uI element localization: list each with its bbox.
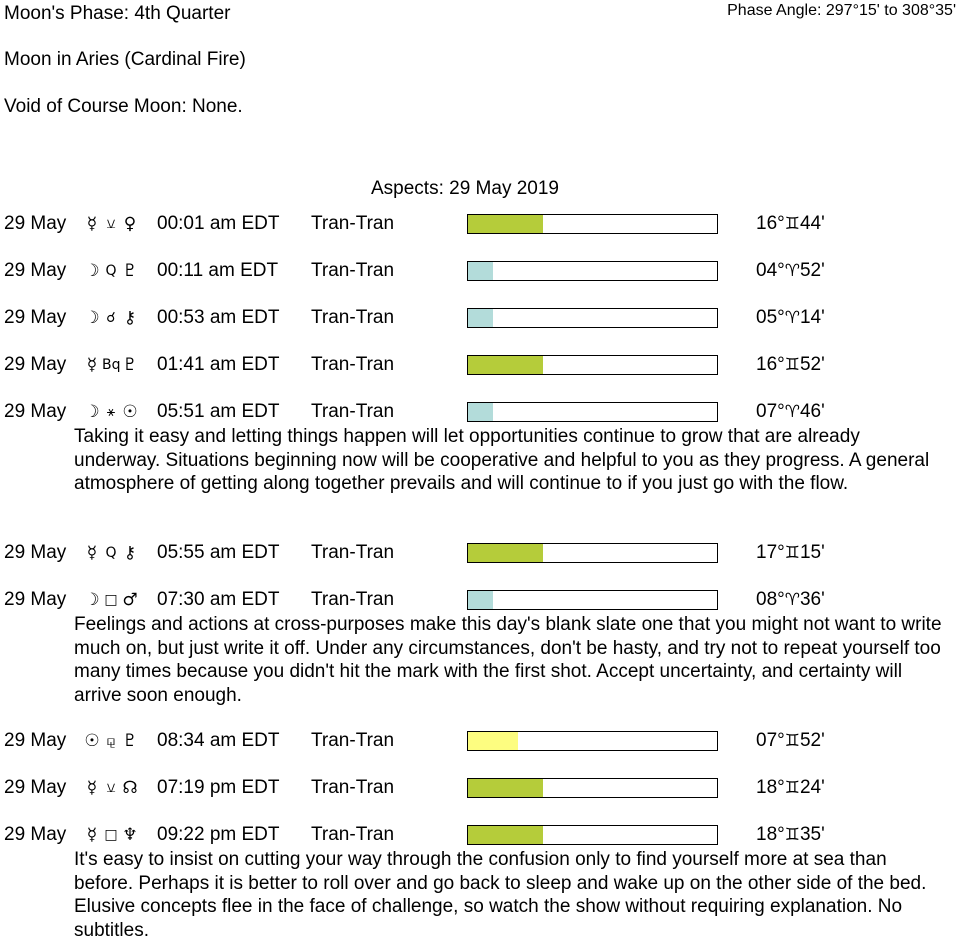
position-minutes: 52' [799, 730, 825, 751]
position-degrees: 07° [756, 730, 785, 751]
planet-1-icon: ☿ [86, 355, 98, 375]
aspect-row [0, 259, 958, 283]
aspect-kind: Tran-Tran [311, 307, 395, 328]
strength-bar [467, 214, 718, 234]
position-degrees: 18° [756, 777, 785, 798]
position-minutes: 46' [799, 401, 825, 422]
aspect-kind: Tran-Tran [311, 401, 395, 422]
aspect-icon: □ [104, 592, 118, 608]
aspect-kind: Tran-Tran [311, 777, 395, 798]
position-degrees: 16° [756, 213, 785, 234]
moon-sign: Moon in Aries (Cardinal Fire) [4, 49, 246, 70]
aspect-time: 07:19 pm EDT [157, 777, 280, 798]
planet-2-icon: ⚷ [123, 543, 137, 563]
position-minutes: 35' [799, 824, 825, 845]
strength-bar-fill [468, 262, 493, 280]
aspect-position [756, 729, 825, 753]
aspect-position [756, 212, 825, 236]
aspect-icon: Q [105, 263, 117, 279]
aspect-icon: ⚹ [106, 404, 116, 420]
aspect-time: 00:53 am EDT [157, 307, 280, 328]
aspect-date: 29 May [4, 777, 67, 798]
aspect-time: 01:41 am EDT [157, 354, 280, 375]
aspect-position [756, 823, 825, 847]
position-minutes: 52' [799, 260, 825, 281]
position-degrees: 08° [756, 589, 785, 610]
aspect-position [756, 400, 825, 424]
planet-2-icon: ♂ [122, 590, 138, 610]
strength-bar [467, 355, 718, 375]
strength-bar-fill [468, 732, 518, 750]
aspect-row [0, 353, 958, 377]
planet-2-icon: ☊ [122, 778, 138, 798]
position-degrees: 16° [756, 354, 785, 375]
aspect-description: It's easy to insist on cutting your way through the confusion only to find yourself more at sea than before. Perhaps it is better to roll over and go back to sleep and wake up on the other side of the bed. Elusive concepts flee in the face of challenge, so watch the show without requiring explanation. No subtitles. [74, 849, 927, 941]
aspect-row [0, 306, 958, 330]
position-degrees: 17° [756, 542, 785, 563]
aspect-icon: ☌ [106, 310, 116, 326]
aspect-time: 05:55 am EDT [157, 542, 280, 563]
strength-bar-fill [468, 356, 543, 374]
void-of-course: Void of Course Moon: None. [4, 96, 243, 117]
aspect-row [0, 400, 958, 424]
zodiac-sign-icon: ♊ [784, 214, 800, 234]
aspect-kind: Tran-Tran [311, 213, 395, 234]
aspect-time: 09:22 pm EDT [157, 824, 280, 845]
planet-1-icon: ☉ [84, 731, 100, 751]
aspect-kind: Tran-Tran [311, 354, 395, 375]
strength-bar [467, 308, 718, 328]
planet-2-icon: ♇ [122, 261, 138, 281]
aspect-icon: ⚺ [106, 216, 116, 232]
strength-bar [467, 778, 718, 798]
zodiac-sign-icon: ♊ [784, 825, 800, 845]
aspect-row [0, 541, 958, 565]
position-degrees: 04° [756, 260, 785, 281]
zodiac-sign-icon: ♈ [784, 402, 800, 422]
aspect-icon: Q [105, 545, 117, 561]
aspect-position [756, 259, 825, 283]
position-minutes: 52' [799, 354, 825, 375]
position-minutes: 15' [799, 542, 825, 563]
aspect-kind: Tran-Tran [311, 589, 395, 610]
zodiac-sign-icon: ♊ [784, 355, 800, 375]
aspect-date: 29 May [4, 589, 67, 610]
aspect-time: 08:34 am EDT [157, 730, 280, 751]
aspect-icon: □ [104, 827, 118, 843]
position-degrees: 18° [756, 824, 785, 845]
aspect-kind: Tran-Tran [311, 730, 395, 751]
planet-1-icon: ☽ [84, 590, 100, 610]
position-degrees: 07° [756, 401, 785, 422]
aspect-date: 29 May [4, 824, 67, 845]
planet-1-icon: ☿ [86, 825, 98, 845]
moon-phase: Moon's Phase: 4th Quarter [4, 3, 231, 24]
strength-bar [467, 402, 718, 422]
aspect-position [756, 541, 825, 565]
aspect-date: 29 May [4, 542, 67, 563]
position-degrees: 05° [756, 307, 785, 328]
strength-bar [467, 261, 718, 281]
aspect-position [756, 353, 825, 377]
strength-bar [467, 590, 718, 610]
aspect-description: Taking it easy and letting things happen will let opportunities continue to grow that are already underway. Situations beginning now will be cooperative and helpful to you as they progress. A general atmosphere of getting along together prevails and will continue to if you just go with the flow. [74, 426, 930, 494]
zodiac-sign-icon: ♊ [784, 543, 800, 563]
strength-bar-fill [468, 544, 543, 562]
strength-bar-fill [468, 779, 543, 797]
aspect-date: 29 May [4, 354, 67, 375]
zodiac-sign-icon: ♈ [784, 590, 800, 610]
planet-1-icon: ☿ [86, 214, 98, 234]
aspect-icon: ⚼ [106, 733, 116, 749]
aspect-description: Feelings and actions at cross-purposes make this day's blank slate one that you might not want to write much on, but just write it off. Under any circumstances, don't be hasty, and try not to repeat yourself too many times because you didn't hit the mark with the first shot. Accept uncertainty, and certainty will arrive soon enough. [74, 614, 942, 706]
strength-bar-fill [468, 309, 493, 327]
strength-bar-fill [468, 215, 543, 233]
aspect-kind: Tran-Tran [311, 542, 395, 563]
aspect-time: 07:30 am EDT [157, 589, 280, 610]
planet-2-icon: ♆ [122, 825, 138, 845]
aspect-date: 29 May [4, 730, 67, 751]
planet-1-icon: ☽ [84, 308, 100, 328]
aspect-kind: Tran-Tran [311, 824, 395, 845]
strength-bar [467, 825, 718, 845]
aspect-row [0, 776, 958, 800]
phase-angle: Phase Angle: 297°15' to 308°35' [727, 2, 956, 19]
strength-bar-fill [468, 826, 543, 844]
planet-1-icon: ☿ [86, 778, 98, 798]
zodiac-sign-icon: ♈ [784, 261, 800, 281]
position-minutes: 14' [799, 307, 825, 328]
position-minutes: 24' [799, 777, 825, 798]
planet-1-icon: ☿ [86, 543, 98, 563]
strength-bar [467, 731, 718, 751]
strength-bar-fill [468, 403, 493, 421]
planet-1-icon: ☽ [84, 261, 100, 281]
planet-2-icon: ♀ [123, 214, 137, 234]
planet-1-icon: ☽ [84, 402, 100, 422]
aspect-row [0, 823, 958, 847]
aspect-time: 00:11 am EDT [157, 260, 279, 281]
planet-2-icon: ♇ [122, 731, 138, 751]
aspect-row [0, 212, 958, 236]
zodiac-sign-icon: ♊ [784, 778, 800, 798]
aspect-date: 29 May [4, 401, 67, 422]
aspect-row [0, 729, 958, 753]
aspect-kind: Tran-Tran [311, 260, 395, 281]
aspect-icon: Bq [102, 357, 121, 373]
aspect-row [0, 588, 958, 612]
position-minutes: 44' [799, 213, 825, 234]
aspect-time: 05:51 am EDT [157, 401, 280, 422]
aspect-position [756, 588, 825, 612]
aspect-date: 29 May [4, 260, 67, 281]
strength-bar-fill [468, 591, 493, 609]
aspect-position [756, 776, 825, 800]
planet-2-icon: ☉ [122, 402, 138, 422]
aspect-date: 29 May [4, 213, 67, 234]
zodiac-sign-icon: ♈ [784, 308, 800, 328]
position-minutes: 36' [799, 589, 825, 610]
planet-2-icon: ♇ [122, 355, 138, 375]
aspect-time: 00:01 am EDT [157, 213, 280, 234]
strength-bar [467, 543, 718, 563]
planet-2-icon: ⚷ [123, 308, 137, 328]
aspect-icon: ⚺ [106, 780, 116, 796]
aspects-heading: Aspects: 29 May 2019 [371, 178, 559, 199]
zodiac-sign-icon: ♊ [784, 731, 800, 751]
aspect-date: 29 May [4, 307, 67, 328]
aspect-position [756, 306, 825, 330]
